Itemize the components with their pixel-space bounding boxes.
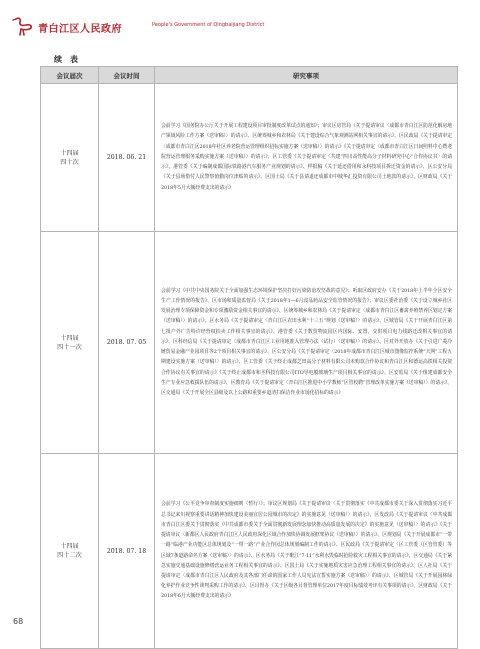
session-label: 十四届 四十次 bbox=[60, 149, 79, 166]
items-cell: 会前学习《国务院办公厅关于开展工程建设项目审批制度改革试点的通知》；审议区房管局《关于提请审议〈成都市青白江区防范化解房地产领域风险工作方案（送审稿）〉的请示》、区统筹城乡和农林局《关于建设综合气象观测站网相关事宜的请示》、区民政局《关于提请审定〈成都市青白江区2018年社区养老院营运管理组织招标实施方案（送审稿）〉的请示》《关于提请审定〈成都市青白江区日间照料中心暨老院营运管理服务采购实施方案（送审稿）〉的请示》、区工管委《关于提请审定〈共建“四川高性能高分子材料研究中心”合作协议书〉的请示》、港管委《关于编制成都国际铁路港汽车服务产业规划的请示》、样报稿《关于延还借用和永科技项目拆迁资金的请示》、区公安分局《关于县场借付人民警察值勤岗位津贴的请示》、区国土局《关于县请退还成都市中城华汇投资有限公司土地款的请示》、区财政局《关于2018年5月大额经费支出的请示》 bbox=[155, 84, 458, 232]
date-cell: 2018. 07. 18 bbox=[99, 454, 155, 649]
continued-table-label: 续 表 bbox=[54, 55, 78, 64]
table-row bbox=[41, 232, 458, 454]
session-label: 十四届 四十二次 bbox=[57, 543, 82, 559]
header-date: 会议时间 bbox=[99, 67, 155, 84]
brand-subtitle: People's Government of Qingbaijiang District bbox=[152, 22, 265, 28]
session-cell bbox=[41, 84, 99, 232]
session-cell bbox=[41, 232, 99, 454]
date-cell: 2018. 06. 21 bbox=[99, 84, 155, 232]
egret-logo-icon bbox=[12, 16, 34, 36]
date-cell: 2018. 07. 05 bbox=[99, 232, 155, 454]
brand-title: 青白江区人民政府 bbox=[38, 24, 122, 35]
page-number: 68 bbox=[13, 617, 24, 626]
header-items: 研究事项 bbox=[155, 67, 458, 84]
session-label: 十四届 四十一次 bbox=[57, 334, 82, 351]
table-row bbox=[41, 84, 458, 232]
page-header bbox=[0, 0, 480, 42]
session-cell bbox=[41, 454, 99, 649]
meetings-table bbox=[40, 66, 458, 649]
items-cell: 会前学习《公平竞争审查制度实施细则（暂行）》；审议区规划局《关于提请审议〈关于贯彻落实《中共成都市委关于深入贯彻落实习近平总书记来川视察重要讲话精神加快建设美丽宜居公园城市的决定》的实施意见（送审稿）〉的请示》、区发改局《关于提请审议〈中共成都市青白江区委关于贯彻落实《中共成都市委关于全面贯彻新发展理念加快推动高质量发展的决定》的实施意见（送审稿）〉的请示》《关于提请审议〈新都区人民政府青白江区人民政府深化区域合作加快协调发展框架协议（送审稿）〉的请示》、区规划局《关于开展成都市“一带一路”临港产业功能区总体规划及“一带一路”产业合作园总体规划编制工作的请示》、区民政局《关于提请审定〈区工管委（区管管委）等区域7条道路命名方案（送审稿）〉的请示》、区水务局《关于毗江“7·11”水利水毁临时抢险救灾工程相关事宜的请示》、区交通局《关于紧急实施交通基础设施修缮营运业务工程相关事宜的请示》、区国土局《关于实施地质灾害应急治理工程相关事宜的请示》、区人社局《关于提请审定〈成都市青白江区人民政府及其各部门任命的国家工作人员宪法宣誓实施方案（送审稿）〉的请示》、区城管局《关于开展园林绿化养护作业竞争性谈判采购工作的请示》、区目督办《关于区级各目督管理单位2017年度目标绩效考评有关事项的请示》、区财政局《关于2018年6月大额经费支出的请示》 bbox=[155, 454, 458, 649]
items-cell: 会前学习《中共中央国务院关于全面加强生态环境保护坚决打好污染防治攻坚战的意见》；听取区政府安办《关于2018年上半年全区安全生产工作情况的报告》、区市场和质量监督局《关于2018年1—6月食品药品安全监管情况的报告》；审议区委社治委《关于设立城乡社区发展治理专项保障资金和专项激励资金相关事宜的请示》、区统筹城乡和农林局《关于提请审定〈成都市青白江区畜禽养殖禁养区划定方案（送审稿）〉的请示》、区水务局《关于提请审定〈青白江区农田水利“十三五”规划（送审稿）〉的请示》、区城管局《关于开展青白江区第七批户外广告特许经营权拍卖工作相关事宜的请示》、港管委《关于数贸物流园区内国际、安置、交供项目电力线路迁改相关事宜的请示》、区科经信局《关于提请审定〈成都市青白江区工业用地准入管理办法（试行）（送审稿）〉的请示》、区对外开放办《关于引进广菱冷链贸易金融产业园项目等2个项目相关事宜的请示》、区公安分局《关于提请审定〈2018年成都市青白江区城市图像监控系统“天网”工程五期建设实施方案（送审稿）〉的请示》、区工管委《关于终止成都芝田高分子材料有限公司未购款合作协议和青白江区和德运高铁相关投资合作协议有关事宜的请示》《关于终止成都市和圣科技有限公司ITO导电膜玻璃生产项目相关事宜的请示》、区安监局《关于组建成都安全生产专业应急救援队伍的请示》、区教育局《关于提请审定〈青白江区推进中小学教师“区管校聘”管理改革实施方案（送审稿）〉的请示》、区交通局《关于开展全区县级及以上公路和重要乡道清扫保洁作业市场化招标的请示》 bbox=[155, 232, 458, 454]
table-row bbox=[41, 454, 458, 649]
header-session: 会议届次 bbox=[41, 67, 99, 84]
table-header-row bbox=[41, 67, 458, 84]
